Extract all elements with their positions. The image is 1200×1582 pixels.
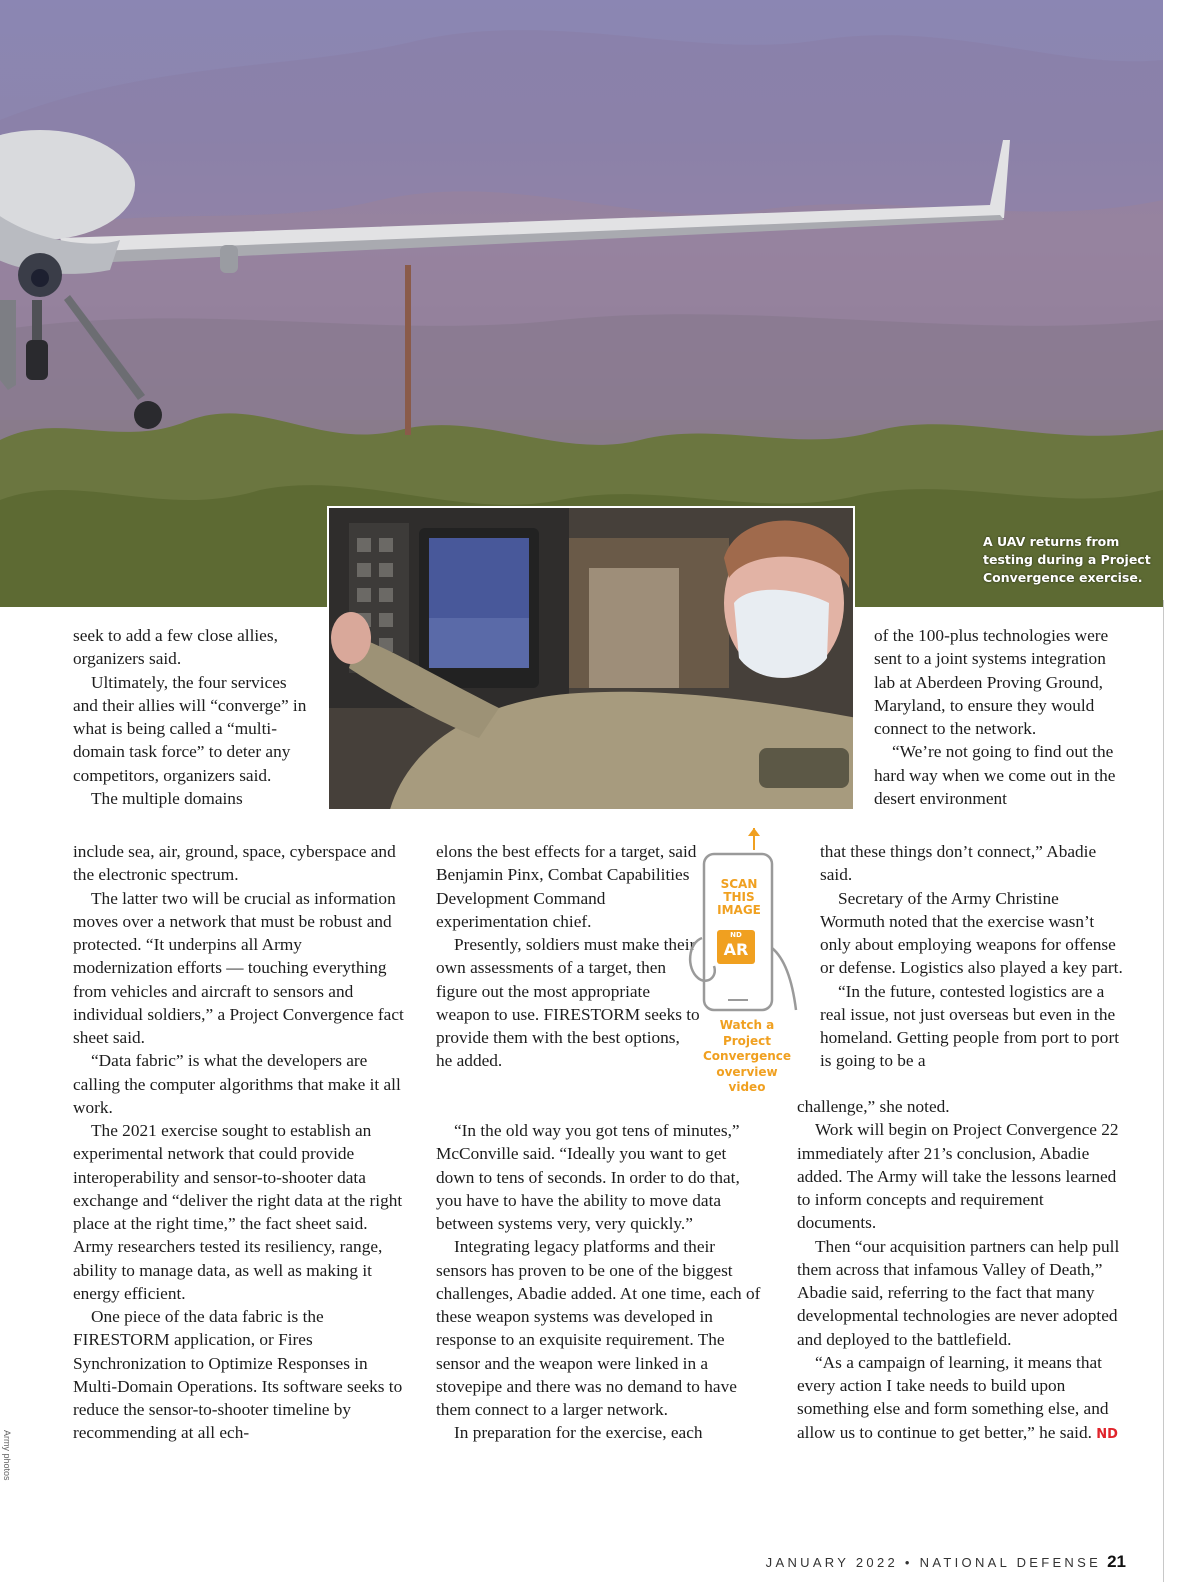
column-1-bottom bbox=[73, 840, 405, 1445]
paragraph: The 2021 exercise sought to establish an experimental network that could provide interoperability and sensor-to-shooter data exchange and “deliver the right data at the right place at the right time,” the fact sheet said. Army researchers tested its resiliency, range, ability to manage data, as well as making it energy efficient. bbox=[73, 1121, 403, 1303]
paragraph: that these things don’t connect,” Abadie said. bbox=[820, 842, 1097, 885]
paragraph bbox=[797, 1351, 1125, 1446]
nd-ar-badge[interactable] bbox=[717, 930, 755, 964]
paragraph: One piece of the data fabric is the FIRESTORM application, or Fires Synchronization to Optimize Responses in Multi-Domain Operations. Its software seeks to reduce the sensor-to-shooter timeline by recommending at all ech- bbox=[73, 1307, 403, 1443]
paragraph: Work will begin on Project Convergence 22 immediately after 21’s conclusion, Abadie added. The Army will take the lessons learned to inform concepts and requirement documents. bbox=[797, 1120, 1119, 1233]
paragraph: “In the future, contested logistics are a real issue, not just overseas but even in the homeland. Getting people from port to port is going to be a bbox=[820, 981, 1119, 1071]
final-paragraph-text: “As a campaign of learning, it means that every action I take needs to build upon something else and form something else, and allow us to continue to get better,” he said. bbox=[797, 1352, 1109, 1442]
paragraph: “In the old way you got tens of minutes,” McConville said. “Ideally you want to get down to tens of seconds. In order to do that, you have to have the ability to move data between systems very, very quickly.” bbox=[436, 1121, 740, 1233]
paragraph: elons the best effects for a target, said Benjamin Pinx, Combat Capabilities Development Command experimentation chief. bbox=[436, 842, 697, 931]
paragraph: In preparation for the exercise, each bbox=[454, 1423, 703, 1443]
column-2-bottom bbox=[436, 1119, 768, 1445]
page-number: 21 bbox=[1107, 1552, 1126, 1571]
paragraph: Ultimately, the four services and their allies will “converge” in what is being called a “multi-domain task force” to deter any competitors, organizers said. bbox=[73, 672, 307, 785]
paragraph: The multiple domains bbox=[91, 788, 243, 808]
column-1-top bbox=[73, 624, 313, 810]
paragraph: “We’re not going to find out the hard way when we come out in the desert environment bbox=[874, 742, 1116, 808]
end-mark: ND bbox=[1096, 1426, 1118, 1442]
inset-photo-soldier bbox=[327, 506, 855, 811]
paragraph: challenge,” she noted. bbox=[797, 1097, 950, 1116]
paragraph: The latter two will be crucial as information moves over a network that must be robust and protected. “It underpins all Army modernization efforts — touching everything from vehicles and aircraft to sensors and individual soldiers,” a Project Convergence fact sheet said. bbox=[73, 888, 404, 1047]
ar-video-label: Watch a Project Convergence overview video bbox=[703, 1018, 791, 1094]
paragraph: Integrating legacy platforms and their sensors has proven to be one of the biggest challenges, Abadie added. At one time, each of these weapon systems was developed in response to an exquisite requirement. The sensor and the weapon were linked in a stovepipe and there was no demand to have them connect to a larger network. bbox=[436, 1237, 761, 1419]
paragraph: of the 100-plus technologies were sent to a joint systems integration lab at Aberdeen Proving Ground, Maryland, to ensure they would connect to the network. bbox=[874, 626, 1109, 738]
badge-top-text: ND bbox=[730, 931, 742, 939]
paragraph: Presently, soldiers must make their own assessments of a target, then figure out the most appropriate weapon to use. FIRESTORM seeks to provide them with the best options, he added. bbox=[436, 935, 700, 1071]
badge-main-text: AR bbox=[723, 940, 749, 959]
paragraph: seek to add a few close allies, organizers said. bbox=[73, 626, 278, 669]
column-3-top bbox=[874, 624, 1124, 810]
column-3-bottom bbox=[797, 1095, 1125, 1446]
paragraph: include sea, air, ground, space, cyberspace and the electronic spectrum. bbox=[73, 842, 396, 885]
column-3-mid bbox=[820, 840, 1125, 1073]
scan-this-image-label: SCAN THIS IMAGE bbox=[717, 877, 761, 917]
page-footer bbox=[766, 1552, 1126, 1572]
column-2-top bbox=[436, 840, 700, 1073]
photo-caption: A UAV returns from testing during a Project Convergence exercise. bbox=[983, 534, 1151, 585]
page-edge-divider bbox=[1163, 600, 1164, 1582]
paragraph: “Data fabric” is what the developers are calling the computer algorithms that make it all work. bbox=[73, 1051, 401, 1117]
paragraph: Then “our acquisition partners can help pull them across that infamous Valley of Death,” Abadie said, referring to the fact that many developmental technologies are never adopted and deployed to the battlefield. bbox=[797, 1236, 1120, 1349]
paragraph: Secretary of the Army Christine Wormuth noted that the exercise wasn’t only about employing weapons for offense or defense. Logistics also played a key part. bbox=[820, 888, 1123, 978]
soldier-photo-illustration bbox=[329, 508, 855, 811]
photo-credit: Army photos bbox=[2, 1430, 12, 1481]
footer-issue: JANUARY 2022 • NATIONAL DEFENSE bbox=[765, 1555, 1102, 1570]
